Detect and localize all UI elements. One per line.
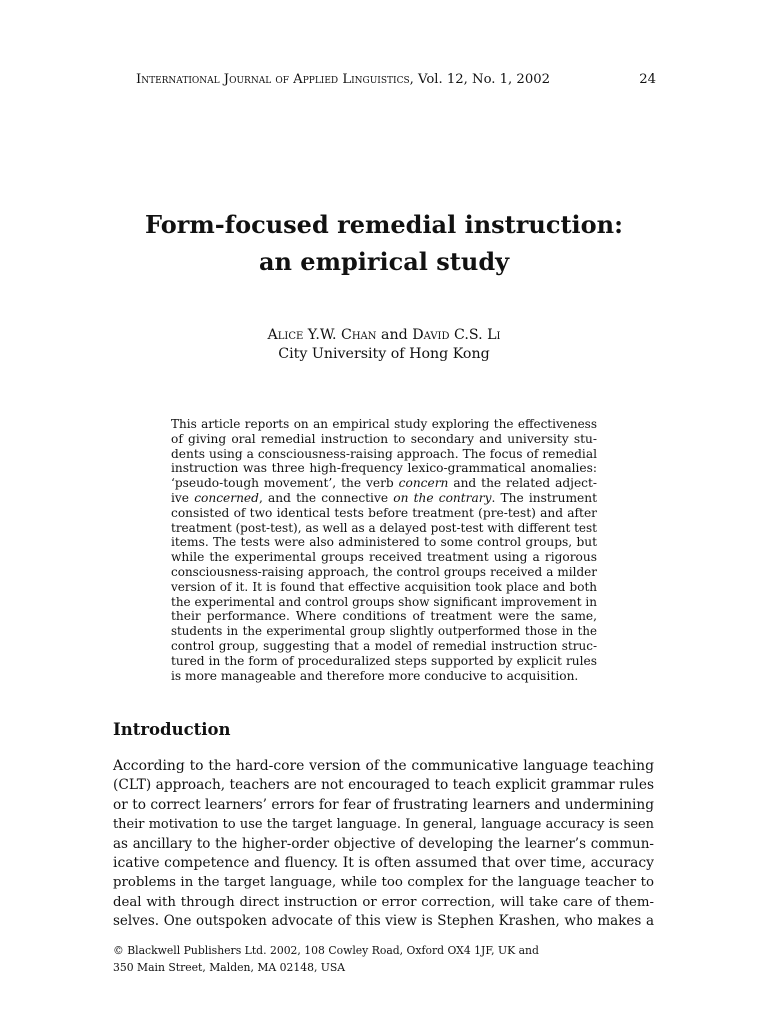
- abstract-text: ‘pseudo-tough movement’, the verb: [171, 476, 399, 491]
- abstract-line: their performance. Where conditions of treatment were the same,: [171, 609, 597, 624]
- abstract-line: students in the experimental group slightly outperformed those in the: [171, 624, 597, 639]
- abstract-line: while the experimental groups received treatment using a rigorous: [171, 550, 597, 565]
- abstract-line: the experimental and control groups show significant improvement in: [171, 594, 597, 609]
- body-line: According to the hard-core version of the communicative language teaching: [113, 758, 654, 774]
- section-heading: Introduction: [113, 720, 231, 739]
- body-line: icative competence and fluency. It is often assumed that over time, accuracy: [113, 855, 654, 872]
- affiliation: City University of Hong Kong: [278, 346, 490, 362]
- journal-volume: , Vol. 12, No. 1, 2002: [409, 72, 550, 87]
- abstract-line: [171, 491, 597, 506]
- abstract-line: treatment (post-test), as well as a delayed post-test with different test: [171, 520, 597, 535]
- body-line: deal with through direct instruction or error correction, will take care of them-: [113, 894, 654, 910]
- abstract-line: dents using a consciousness-raising approach. The focus of remedial: [171, 446, 597, 461]
- body-line: problems in the target language, while too complex for the language teacher to: [113, 875, 654, 891]
- copyright-line-2: 350 Main Street, Malden, MA 02148, USA: [113, 961, 346, 974]
- running-head: [136, 72, 656, 87]
- title-line-2: an empirical study: [258, 247, 510, 276]
- abstract-line: consciousness-raising approach, the control groups received a milder: [171, 564, 597, 579]
- body-line: or to correct learners’ errors for fear of frustrating learners and undermining: [113, 796, 654, 813]
- abstract-line: [171, 476, 597, 491]
- term-concern: concern: [398, 476, 449, 491]
- author-1: Alice Y.W. Chan: [267, 327, 377, 343]
- abstract-text: ive: [171, 490, 195, 505]
- journal-title: International Journal of Applied Linguistics: [136, 72, 410, 87]
- abstract-line: tured in the form of proceduralized steps supported by explicit rules: [171, 653, 597, 668]
- author-2: David C.S. Li: [412, 327, 501, 343]
- abstract-line: version of it. It is found that effective acquisition took place and both: [171, 579, 597, 594]
- abstract: [171, 417, 597, 683]
- copyright-footer: [113, 942, 539, 976]
- abstract-line: instruction was three high-frequency lexico-grammatical anomalies:: [171, 461, 597, 476]
- abstract-line: This article reports on an empirical study exploring the effectiveness: [171, 417, 597, 431]
- term-concerned: concerned: [194, 490, 259, 505]
- body-line: selves. One outspoken advocate of this view is Stephen Krashen, who makes a: [113, 913, 654, 930]
- article-title: [0, 206, 768, 280]
- body-paragraph: [113, 757, 654, 932]
- page-number: 24: [639, 72, 656, 87]
- body-line: as ancillary to the higher-order objective of developing the learner’s commun-: [113, 835, 654, 852]
- abstract-text: and the related adject-: [448, 476, 598, 491]
- title-line-1: Form-focused remedial instruction:: [145, 210, 623, 239]
- abstract-line: is more manageable and therefore more conducive to acquisition.: [171, 668, 579, 683]
- author-connector: and: [376, 327, 413, 343]
- body-line: (CLT) approach, teachers are not encouraged to teach explicit grammar rules: [113, 777, 654, 794]
- author-names: [0, 326, 768, 345]
- abstract-line: consisted of two identical tests before treatment (pre-test) and after: [171, 505, 597, 520]
- abstract-text: , and the connective: [258, 490, 394, 505]
- body-line: their motivation to use the target language. In general, language accuracy is seen: [113, 817, 654, 833]
- abstract-line: of giving oral remedial instruction to secondary and university stu-: [171, 431, 597, 446]
- abstract-text: . The instrument: [491, 490, 597, 505]
- abstract-line: items. The tests were also administered to some control groups, but: [171, 535, 597, 550]
- abstract-line: control group, suggesting that a model of remedial instruction struc-: [171, 638, 597, 653]
- term-on-the-contrary: on the contrary: [393, 490, 492, 505]
- copyright-line-1: © Blackwell Publishers Ltd. 2002, 108 Cowley Road, Oxford OX4 1JF, UK and: [113, 944, 539, 957]
- author-block: [0, 326, 768, 364]
